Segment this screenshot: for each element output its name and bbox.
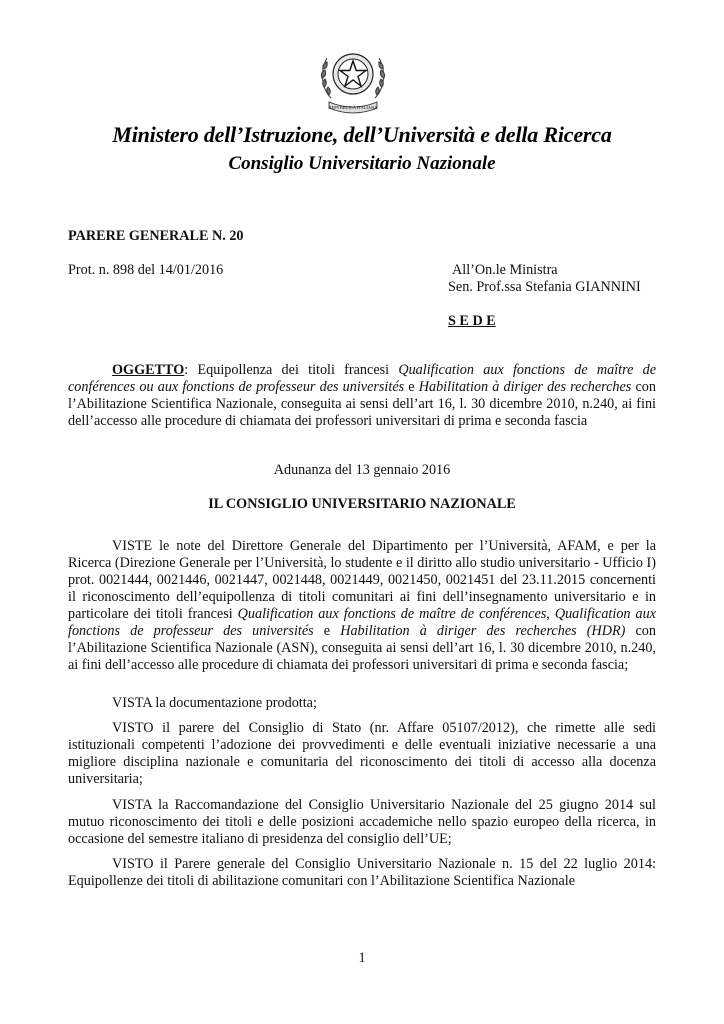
oggetto-title-1: Qualification aux fonctions de maître de conférences ou aux fonctions de professeur des universités	[68, 362, 657, 395]
oggetto-title-2: Habilitation à diriger des recherches	[418, 379, 632, 395]
meeting-date: Adunanza del 13 gennaio 2016	[273, 462, 451, 478]
oggetto-text-end: con l’Abilitazione Scientifica Nazionale, conseguita ai sensi dell’art 16, l. 30 dicembre 2010, n.240, ai fini dell’accesso alle procedure di chiamata dei professori universitari di prima e seconda fascia	[68, 379, 656, 429]
oggetto-paragraph	[68, 362, 656, 430]
republic-emblem-icon	[317, 40, 389, 116]
protocol-number: Prot. n. 898 del 14/01/2016	[68, 262, 224, 278]
emblem-ribbon-text: REPVBBLICA ITALIANA	[328, 105, 378, 110]
sede-label: S E D E	[448, 313, 496, 329]
viste-title-1: Qualification aux fonctions de maître de conférences, Qualification aux fonctions de professeur des universités	[68, 606, 656, 639]
oggetto-text: : Equipollenza dei titoli francesi	[184, 362, 399, 378]
council-title: Consiglio Universitario Nazionale	[228, 153, 496, 174]
paragraph-consiglio-stato: VISTO il parere del Consiglio di Stato (nr. Affare 05107/2012), che rimette alle sedi istituzionali competenti l’adozione dei provvedimenti e delle eventuali iniziative necessarie a una migliore disciplina nazionale e comunitaria del riconoscimento dei titoli di accesso alla docenza universitaria;	[68, 720, 656, 787]
viste-title-2: Habilitation à diriger des recherches (HDR)	[340, 623, 626, 639]
viste-text-end: con l’Abilitazione Scientifica Nazionale (ASN), conseguita ai sensi dell’art 16, l. 30 dicembre 2010, n.240, ai fini dell’accesso alle procedure di chiamata dei professori universitari di prima e seconda fascia;	[68, 623, 656, 673]
recipient-line-1: All’On.le Ministra	[452, 262, 558, 278]
paragraph-documentazione: VISTA la documentazione prodotta;	[112, 695, 317, 711]
oggetto-conj: e	[404, 379, 419, 395]
council-heading: IL CONSIGLIO UNIVERSITARIO NAZIONALE	[208, 496, 516, 512]
paragraph-viste	[68, 538, 656, 674]
page-number: 1	[358, 950, 366, 966]
parere-heading: PARERE GENERALE N. 20	[68, 228, 244, 244]
oggetto-label: OGGETTO	[112, 362, 185, 378]
paragraph-raccomandazione: VISTA la Raccomandazione del Consiglio Universitario Nazionale del 25 giugno 2014 sul mutuo riconoscimento dei titoli e delle posizioni accademiche nello spazio europeo della ricerca, in occasione del semestre italiano di presidenza del consiglio dell’UE;	[68, 797, 656, 847]
viste-conj: e	[313, 623, 341, 639]
recipient-line-2: Sen. Prof.ssa Stefania GIANNINI	[448, 279, 641, 295]
ministry-title: Ministero dell’Istruzione, dell’Università e della Ricerca	[112, 122, 612, 147]
viste-text: VISTE le note del Direttore Generale del Dipartimento per l’Università, AFAM, e per la Ricerca (Direzione Generale per l’Università, lo studente e il diritto allo studio universitario - Ufficio I) prot. 0021444, 0021446, 0021447, 0021448, 0021449, 0021450, 0021451 del 23.11.2015 concernenti il riconoscimento dell’equipollenza di titoli comunitari ai fini dell’insegnamento universitario e in particolare dei titoli francesi	[68, 538, 656, 622]
paragraph-parere-15: VISTO il Parere generale del Consiglio Universitario Nazionale n. 15 del 22 luglio 2014: Equipollenze dei titoli di abilitazione comunitari con l’Abilitazione Scientifica Nazionale	[68, 856, 656, 889]
